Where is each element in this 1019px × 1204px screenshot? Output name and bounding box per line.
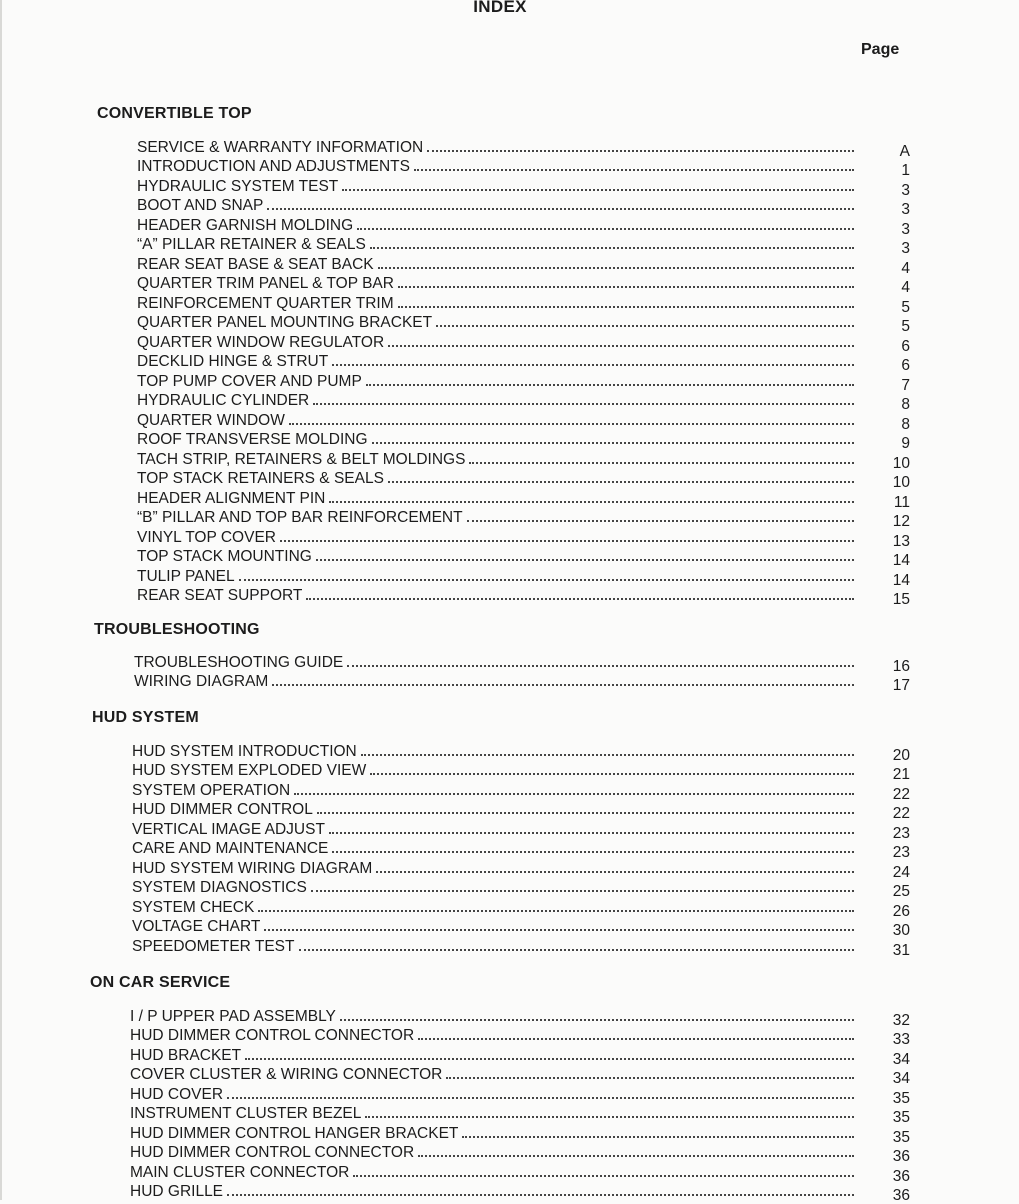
dot-leader xyxy=(357,218,854,230)
page-edge xyxy=(0,0,2,1200)
index-entry xyxy=(132,779,910,803)
dot-leader xyxy=(267,198,854,210)
dot-leader xyxy=(414,159,854,171)
entry-page-number: 22 xyxy=(892,785,910,803)
section-entries-troubleshooting xyxy=(134,651,910,694)
page-column-header: Page xyxy=(861,41,900,58)
entry-label: HYDRAULIC SYSTEM TEST xyxy=(137,177,339,195)
entry-label: “B” PILLAR AND TOP BAR REINFORCEMENT xyxy=(137,509,463,526)
entry-page-number: 35 xyxy=(892,1109,910,1126)
index-entry xyxy=(137,429,910,452)
index-entry xyxy=(137,565,910,589)
entry-page-number: 5 xyxy=(901,318,910,335)
entry-label: ROOF TRANSVERSE MOLDING xyxy=(137,431,368,448)
entry-label: I / P UPPER PAD ASSEMBLY xyxy=(130,1007,336,1025)
entry-label: SERVICE & WARRANTY INFORMATION xyxy=(137,138,424,156)
section-entries-convertible-top xyxy=(137,136,910,608)
index-entry xyxy=(130,1064,910,1087)
index-entry xyxy=(130,1044,910,1068)
dot-leader xyxy=(376,861,854,873)
entry-page-number: 5 xyxy=(901,298,910,316)
entry-label: SYSTEM DIAGNOSTICS xyxy=(132,879,307,896)
dot-leader xyxy=(388,471,854,483)
entry-label: TROUBLESHOOTING GUIDE xyxy=(134,653,344,671)
index-entry xyxy=(130,1181,910,1204)
entry-page-number: 3 xyxy=(901,220,910,238)
entry-page-number: 8 xyxy=(901,396,910,413)
entry-label: INSTRUMENT CLUSTER BEZEL xyxy=(130,1105,362,1122)
index-entry xyxy=(132,916,910,939)
dot-leader xyxy=(272,674,854,686)
dot-leader xyxy=(347,655,854,667)
index-entry xyxy=(137,351,910,374)
entry-page-number: 8 xyxy=(901,415,910,433)
index-entry xyxy=(137,507,910,530)
dot-leader xyxy=(418,1145,854,1157)
entry-label: HUD SYSTEM WIRING DIAGRAM xyxy=(132,859,373,877)
entry-label: VOLTAGE CHART xyxy=(132,918,261,935)
index-entry xyxy=(132,857,910,881)
index-entry xyxy=(132,799,910,822)
dot-leader xyxy=(311,880,854,892)
dot-leader xyxy=(462,1126,854,1138)
entry-page-number: 26 xyxy=(892,902,910,920)
entry-label: WIRING DIAGRAM xyxy=(134,673,269,690)
entry-label: HUD GRILLE xyxy=(130,1183,224,1200)
entry-label: “A” PILLAR RETAINER & SEALS xyxy=(137,236,366,253)
index-entry xyxy=(130,1161,910,1185)
entry-page-number: 1 xyxy=(901,162,910,179)
entry-label: HUD DIMMER CONTROL HANGER BRACKET xyxy=(130,1124,459,1142)
entry-page-number: 9 xyxy=(901,435,910,452)
entry-page-number: 35 xyxy=(892,1089,910,1107)
index-entry xyxy=(137,487,910,511)
index-entry xyxy=(137,546,910,569)
index-entry xyxy=(137,253,910,277)
entry-page-number: 4 xyxy=(901,279,910,296)
index-entry xyxy=(132,740,910,764)
section-entries-hud-system xyxy=(132,740,910,959)
index-entry xyxy=(130,1083,910,1107)
dot-leader xyxy=(467,510,854,522)
entry-label: BOOT AND SNAP xyxy=(137,197,264,214)
index-entry xyxy=(132,818,910,842)
index-entry xyxy=(132,760,910,783)
entry-page-number: 15 xyxy=(892,591,910,608)
entry-label: TOP PUMP COVER AND PUMP xyxy=(137,372,362,390)
index-entry xyxy=(132,896,910,920)
dot-leader xyxy=(372,432,854,444)
entry-page-number: 7 xyxy=(901,376,910,394)
entry-label: HYDRAULIC CYLINDER xyxy=(137,392,310,409)
index-entry xyxy=(130,1122,910,1146)
entry-label: HUD DIMMER CONTROL xyxy=(132,801,313,818)
dot-leader xyxy=(370,237,854,249)
dot-leader xyxy=(313,393,854,405)
entry-page-number: 31 xyxy=(892,941,910,959)
entry-label: TOP STACK MOUNTING xyxy=(137,548,312,565)
entry-page-number: 25 xyxy=(892,883,910,900)
entry-label: VINYL TOP COVER xyxy=(137,528,276,546)
dot-leader xyxy=(294,783,854,795)
entry-page-number: 17 xyxy=(892,677,910,694)
entry-page-number: 4 xyxy=(901,259,910,277)
dot-leader xyxy=(306,588,854,600)
entry-page-number: 6 xyxy=(901,357,910,374)
entry-page-number: 16 xyxy=(892,657,910,675)
entry-page-number: 24 xyxy=(892,863,910,881)
entry-label: DECKLID HINGE & STRUT xyxy=(137,353,329,370)
entry-page-number: 21 xyxy=(892,766,910,783)
section-heading-on-car-service: ON CAR SERVICE xyxy=(90,974,231,991)
entry-page-number: 23 xyxy=(892,824,910,842)
dot-leader xyxy=(436,315,854,327)
index-entry xyxy=(137,468,910,491)
entry-page-number: 22 xyxy=(892,805,910,822)
index-entry xyxy=(137,292,910,316)
entry-label: QUARTER WINDOW xyxy=(137,411,285,429)
entry-label: MAIN CLUSTER CONNECTOR xyxy=(130,1163,350,1181)
entry-label: QUARTER PANEL MOUNTING BRACKET xyxy=(137,314,433,331)
dot-leader xyxy=(361,744,854,756)
entry-page-number: A xyxy=(899,142,910,160)
index-entry xyxy=(137,390,910,413)
entry-page-number: 6 xyxy=(901,337,910,355)
entry-label: VERTICAL IMAGE ADJUST xyxy=(132,820,325,838)
entry-page-number: 34 xyxy=(892,1050,910,1068)
entry-label: COVER CLUSTER & WIRING CONNECTOR xyxy=(130,1066,443,1083)
entry-label: TACH STRIP, RETAINERS & BELT MOLDINGS xyxy=(137,450,466,468)
index-entry xyxy=(132,935,910,959)
entry-label: REAR SEAT BASE & SEAT BACK xyxy=(137,255,374,273)
index-entry xyxy=(137,234,910,257)
entry-label: REINFORCEMENT QUARTER TRIM xyxy=(137,294,394,312)
dot-leader xyxy=(340,1009,854,1021)
entry-label: HUD SYSTEM EXPLODED VIEW xyxy=(132,762,367,779)
dot-leader xyxy=(264,919,854,931)
entry-label: CARE AND MAINTENANCE xyxy=(132,840,329,857)
entry-page-number: 33 xyxy=(892,1031,910,1048)
entry-label: HEADER GARNISH MOLDING xyxy=(137,216,354,234)
index-entry xyxy=(137,370,910,394)
entry-page-number: 10 xyxy=(892,474,910,491)
dot-leader xyxy=(227,1087,854,1099)
entry-label: TULIP PANEL xyxy=(137,567,235,585)
dot-leader xyxy=(398,276,854,288)
entry-page-number: 35 xyxy=(892,1128,910,1146)
entry-page-number: 10 xyxy=(892,454,910,472)
index-entry xyxy=(137,136,910,160)
dot-leader xyxy=(418,1028,854,1040)
section-heading-troubleshooting: TROUBLESHOOTING xyxy=(94,621,260,638)
entry-page-number: 3 xyxy=(901,201,910,218)
section-entries-on-car-service xyxy=(130,1005,910,1204)
entry-page-number: 12 xyxy=(892,513,910,530)
entry-label: HEADER ALIGNMENT PIN xyxy=(137,489,326,507)
entry-page-number: 23 xyxy=(892,844,910,861)
index-entry xyxy=(132,838,910,861)
entry-label: SPEEDOMETER TEST xyxy=(132,937,295,955)
index-entry xyxy=(137,331,910,355)
entry-label: INTRODUCTION AND ADJUSTMENTS xyxy=(137,158,410,175)
section-heading-hud-system: HUD SYSTEM xyxy=(92,709,199,726)
entry-page-number: 3 xyxy=(901,181,910,199)
entry-label: HUD DIMMER CONTROL CONNECTOR xyxy=(130,1027,415,1044)
dot-leader xyxy=(370,763,854,775)
index-entry xyxy=(137,175,910,199)
entry-page-number: 30 xyxy=(892,922,910,939)
dot-leader xyxy=(398,296,854,308)
entry-label: TOP STACK RETAINERS & SEALS xyxy=(137,470,384,487)
index-entry xyxy=(137,312,910,335)
index-entry xyxy=(130,1005,910,1029)
dot-leader xyxy=(289,413,854,425)
dot-leader xyxy=(258,900,854,912)
dot-leader xyxy=(245,1048,854,1060)
dot-leader xyxy=(342,179,854,191)
dot-leader xyxy=(227,1184,854,1196)
index-entry xyxy=(137,195,910,218)
entry-page-number: 20 xyxy=(892,746,910,764)
index-entry xyxy=(137,409,910,433)
index-entry xyxy=(137,214,910,238)
entry-label: QUARTER TRIM PANEL & TOP BAR xyxy=(137,275,394,292)
dot-leader xyxy=(353,1165,854,1177)
section-heading-convertible-top: CONVERTIBLE TOP xyxy=(97,105,252,122)
entry-page-number: 36 xyxy=(892,1187,910,1204)
entry-label: HUD SYSTEM INTRODUCTION xyxy=(132,742,357,760)
index-entry xyxy=(134,671,910,694)
entry-page-number: 36 xyxy=(892,1148,910,1165)
entry-page-number: 3 xyxy=(901,240,910,257)
dot-leader xyxy=(332,841,854,853)
index-entry xyxy=(137,156,910,179)
index-entry xyxy=(137,273,910,296)
entry-page-number: 32 xyxy=(892,1011,910,1029)
dot-leader xyxy=(316,549,854,561)
dot-leader xyxy=(365,1106,854,1118)
entry-page-number: 14 xyxy=(892,552,910,569)
entry-label: HUD COVER xyxy=(130,1085,224,1103)
entry-label: QUARTER WINDOW REGULATOR xyxy=(137,333,385,351)
dot-leader xyxy=(280,530,854,542)
entry-label: SYSTEM CHECK xyxy=(132,898,255,916)
dot-leader xyxy=(239,569,854,581)
entry-page-number: 11 xyxy=(893,493,910,511)
dot-leader xyxy=(366,374,854,386)
index-entry xyxy=(137,585,910,608)
dot-leader xyxy=(329,822,854,834)
entry-label: REAR SEAT SUPPORT xyxy=(137,587,303,604)
index-entry xyxy=(130,1103,910,1126)
entry-page-number: 14 xyxy=(892,571,910,589)
entry-label: HUD DIMMER CONTROL CONNECTOR xyxy=(130,1144,415,1161)
dot-leader xyxy=(427,140,854,152)
dot-leader xyxy=(299,939,855,951)
dot-leader xyxy=(329,491,854,503)
dot-leader xyxy=(446,1067,854,1079)
entry-page-number: 34 xyxy=(892,1070,910,1087)
dot-leader xyxy=(378,257,854,269)
index-entry xyxy=(130,1025,910,1048)
dot-leader xyxy=(388,335,854,347)
index-entry xyxy=(134,651,910,675)
entry-label: SYSTEM OPERATION xyxy=(132,781,291,799)
index-title: INDEX xyxy=(473,0,527,16)
entry-page-number: 13 xyxy=(892,532,910,550)
dot-leader xyxy=(332,354,854,366)
index-entry xyxy=(137,526,910,550)
index-entry xyxy=(130,1142,910,1165)
index-entry xyxy=(137,448,910,472)
dot-leader xyxy=(469,452,854,464)
entry-label: HUD BRACKET xyxy=(130,1046,242,1064)
dot-leader xyxy=(317,802,854,814)
index-entry xyxy=(132,877,910,900)
entry-page-number: 36 xyxy=(892,1167,910,1185)
